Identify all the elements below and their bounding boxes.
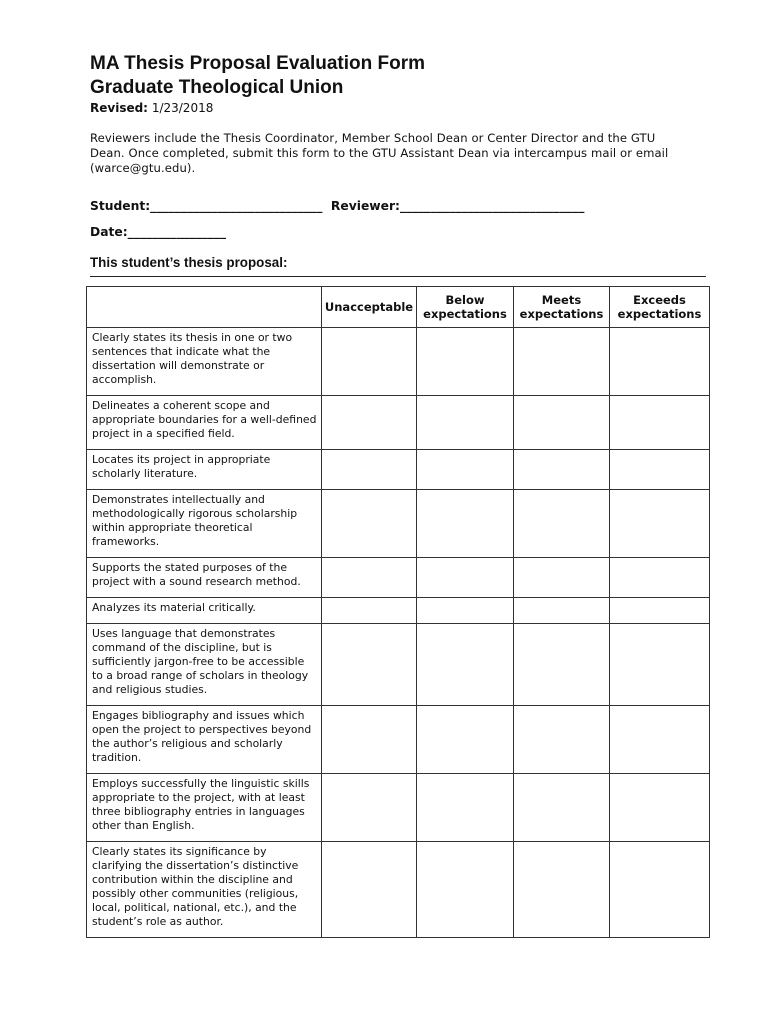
evaluation-table <box>86 286 710 938</box>
rating-cell-unacceptable[interactable] <box>322 558 417 598</box>
rating-cell-below[interactable] <box>417 624 514 706</box>
table-row <box>87 706 710 774</box>
rating-cell-unacceptable[interactable] <box>322 842 417 938</box>
rating-cell-exceeds[interactable] <box>610 558 710 598</box>
rating-cell-meets[interactable] <box>514 328 610 396</box>
exceeds-label: Exceeds expectations <box>617 293 702 321</box>
revised-label: Revised: <box>90 101 148 115</box>
criterion-text: Employs successfully the linguistic skills appropriate to the project, with at least three bibliography entries in languages other than English. <box>87 774 322 842</box>
rating-cell-unacceptable[interactable] <box>322 328 417 396</box>
criterion-text: Clearly states its thesis in one or two sentences that indicate what the dissertation will demonstrate or accomplish. <box>87 328 322 396</box>
rating-cell-below[interactable] <box>417 774 514 842</box>
table-row <box>87 598 710 624</box>
intro-paragraph: Reviewers include the Thesis Coordinator, Member School Dean or Center Director and the GTU Dean. Once completed, submit this form to the GTU Assistant Dean via intercampus mail or email (warce@gtu.edu). <box>90 131 669 175</box>
meets-label: Meets expectations <box>519 293 604 321</box>
table-row <box>87 558 710 598</box>
rating-cell-unacceptable[interactable] <box>322 774 417 842</box>
column-header-criteria <box>87 287 322 328</box>
rating-cell-meets[interactable] <box>514 624 610 706</box>
rating-cell-exceeds[interactable] <box>610 328 710 396</box>
rating-cell-meets[interactable] <box>514 490 610 558</box>
table-row <box>87 450 710 490</box>
form-title <box>90 52 425 100</box>
rating-cell-below[interactable] <box>417 558 514 598</box>
criterion-text: Locates its project in appropriate scholarly literature. <box>87 450 322 490</box>
rating-cell-below[interactable] <box>417 450 514 490</box>
rating-cell-exceeds[interactable] <box>610 396 710 450</box>
rating-cell-meets[interactable] <box>514 558 610 598</box>
criterion-text: Uses language that demonstrates command of the discipline, but is sufficiently jargon-free to be accessible to a broad range of scholars in theology and religious studies. <box>87 624 322 706</box>
proposal-label: This student’s thesis proposal: <box>90 255 288 270</box>
rating-cell-unacceptable[interactable] <box>322 450 417 490</box>
column-header-meets <box>514 287 610 328</box>
criterion-text: Analyzes its material critically. <box>87 598 322 624</box>
rating-cell-unacceptable[interactable] <box>322 490 417 558</box>
form-title-line2: Graduate Theological Union <box>90 77 344 98</box>
rating-cell-exceeds[interactable] <box>610 450 710 490</box>
rating-cell-meets[interactable] <box>514 706 610 774</box>
rating-cell-below[interactable] <box>417 842 514 938</box>
table-row <box>87 842 710 938</box>
rating-cell-below[interactable] <box>417 490 514 558</box>
student-reviewer-fields[interactable]: Student:____________________________ Reviewer:______________________________ <box>90 199 585 213</box>
form-title-line1: MA Thesis Proposal Evaluation Form <box>90 53 426 74</box>
rating-cell-exceeds[interactable] <box>610 624 710 706</box>
rating-cell-meets[interactable] <box>514 598 610 624</box>
criterion-text: Clearly states its significance by clarifying the dissertation’s distinctive contribution within the discipline and possibly other communities (religious, local, political, national, etc.), and the student’s role as author. <box>87 842 322 938</box>
below-label: Below expectations <box>423 293 507 321</box>
rating-cell-meets[interactable] <box>514 842 610 938</box>
criterion-text: Engages bibliography and issues which open the project to perspectives beyond the author’s religious and scholarly tradition. <box>87 706 322 774</box>
criterion-text: Supports the stated purposes of the project with a sound research method. <box>87 558 322 598</box>
rating-cell-meets[interactable] <box>514 774 610 842</box>
rating-cell-below[interactable] <box>417 396 514 450</box>
rating-cell-meets[interactable] <box>514 450 610 490</box>
table-row <box>87 490 710 558</box>
column-header-below <box>417 287 514 328</box>
rating-cell-exceeds[interactable] <box>610 706 710 774</box>
rating-cell-exceeds[interactable] <box>610 842 710 938</box>
rating-cell-exceeds[interactable] <box>610 598 710 624</box>
divider <box>90 276 706 277</box>
rating-cell-exceeds[interactable] <box>610 774 710 842</box>
rating-cell-unacceptable[interactable] <box>322 624 417 706</box>
column-header-unacceptable: Unacceptable <box>322 287 417 328</box>
rating-cell-below[interactable] <box>417 328 514 396</box>
rating-cell-unacceptable[interactable] <box>322 598 417 624</box>
table-row <box>87 328 710 396</box>
rating-cell-meets[interactable] <box>514 396 610 450</box>
rating-cell-unacceptable[interactable] <box>322 706 417 774</box>
table-row <box>87 624 710 706</box>
revised-date: 1/23/2018 <box>151 101 214 115</box>
criterion-text: Delineates a coherent scope and appropriate boundaries for a well-defined project in a specified field. <box>87 396 322 450</box>
criterion-text: Demonstrates intellectually and methodologically rigorous scholarship within appropriate theoretical frameworks. <box>87 490 322 558</box>
rating-cell-exceeds[interactable] <box>610 490 710 558</box>
date-field[interactable]: Date:________________ <box>90 225 227 239</box>
rating-cell-unacceptable[interactable] <box>322 396 417 450</box>
rating-cell-below[interactable] <box>417 598 514 624</box>
table-row <box>87 396 710 450</box>
rating-cell-below[interactable] <box>417 706 514 774</box>
table-header-row <box>87 287 710 328</box>
table-row <box>87 774 710 842</box>
revised-line <box>90 100 213 116</box>
column-header-exceeds <box>610 287 710 328</box>
